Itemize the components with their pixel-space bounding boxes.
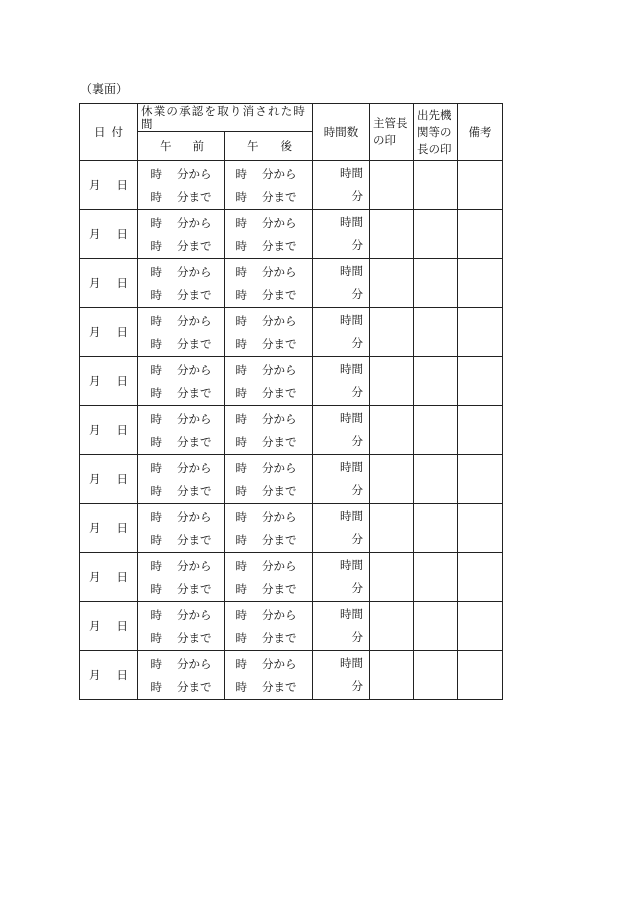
hours-cell[interactable]: 時間 分 [313,308,370,357]
supervisor-seal-cell[interactable] [370,602,414,651]
destination-seal-cell[interactable] [414,553,458,602]
date-cell[interactable]: 月 日 [80,504,138,553]
cancellation-form-table [79,103,503,700]
supervisor-seal-cell[interactable] [370,210,414,259]
hours-cell[interactable]: 時間 分 [313,553,370,602]
pm-time-cell[interactable]: 時 分から 時 分まで [225,553,313,602]
date-cell[interactable]: 月 日 [80,210,138,259]
am-time-cell[interactable]: 時 分から 時 分まで [138,308,225,357]
date-cell[interactable]: 月 日 [80,651,138,700]
supervisor-seal-cell[interactable] [370,357,414,406]
hours-cell[interactable]: 時間 分 [313,455,370,504]
hours-cell[interactable]: 時間 分 [313,651,370,700]
date-cell[interactable]: 月 日 [80,161,138,210]
pm-time-cell[interactable]: 時 分から 時 分まで [225,651,313,700]
header-date: 日 付 [80,104,138,161]
am-time-cell[interactable]: 時 分から 時 分まで [138,210,225,259]
table-row [80,406,503,455]
remarks-cell[interactable] [458,259,503,308]
am-time-cell[interactable]: 時 分から 時 分まで [138,651,225,700]
supervisor-seal-cell[interactable] [370,161,414,210]
am-time-cell[interactable]: 時 分から 時 分まで [138,357,225,406]
pm-time-cell[interactable]: 時 分から 時 分まで [225,406,313,455]
pm-time-cell[interactable]: 時 分から 時 分まで [225,504,313,553]
remarks-cell[interactable] [458,553,503,602]
table-row [80,455,503,504]
table-row [80,259,503,308]
table-row [80,161,503,210]
date-cell[interactable]: 月 日 [80,455,138,504]
pm-time-cell[interactable]: 時 分から 時 分まで [225,308,313,357]
remarks-cell[interactable] [458,308,503,357]
table-row [80,602,503,651]
pm-time-cell[interactable]: 時 分から 時 分まで [225,210,313,259]
destination-seal-cell[interactable] [414,455,458,504]
pm-time-cell[interactable]: 時 分から 時 分まで [225,602,313,651]
destination-seal-cell[interactable] [414,210,458,259]
destination-seal-cell[interactable] [414,602,458,651]
hours-cell[interactable]: 時間 分 [313,259,370,308]
table-row [80,651,503,700]
date-cell[interactable]: 月 日 [80,553,138,602]
destination-seal-cell[interactable] [414,406,458,455]
pm-time-cell[interactable]: 時 分から 時 分まで [225,161,313,210]
header-hours: 時間数 [313,104,370,161]
remarks-cell[interactable] [458,406,503,455]
page-side-label: （裏面） [80,82,129,96]
destination-seal-cell[interactable] [414,259,458,308]
supervisor-seal-cell[interactable] [370,651,414,700]
table-row [80,357,503,406]
header-cancelled-time: 休業の承認を取り消された時間 [138,104,313,132]
supervisor-seal-cell[interactable] [370,259,414,308]
am-time-cell[interactable]: 時 分から 時 分まで [138,406,225,455]
header-pm: 午 後 [225,132,313,161]
header-destination-seal: 出先機関等の長の印 [414,104,458,161]
am-time-cell[interactable]: 時 分から 時 分まで [138,602,225,651]
hours-cell[interactable]: 時間 分 [313,406,370,455]
am-time-cell[interactable]: 時 分から 時 分まで [138,161,225,210]
hours-cell[interactable]: 時間 分 [313,602,370,651]
table-row [80,210,503,259]
remarks-cell[interactable] [458,455,503,504]
hours-cell[interactable]: 時間 分 [313,357,370,406]
date-cell[interactable]: 月 日 [80,602,138,651]
remarks-cell[interactable] [458,357,503,406]
remarks-cell[interactable] [458,602,503,651]
destination-seal-cell[interactable] [414,357,458,406]
supervisor-seal-cell[interactable] [370,455,414,504]
pm-time-cell[interactable]: 時 分から 時 分まで [225,455,313,504]
am-time-cell[interactable]: 時 分から 時 分まで [138,259,225,308]
am-time-cell[interactable]: 時 分から 時 分まで [138,504,225,553]
hours-cell[interactable]: 時間 分 [313,210,370,259]
pm-time-cell[interactable]: 時 分から 時 分まで [225,259,313,308]
destination-seal-cell[interactable] [414,161,458,210]
hours-cell[interactable]: 時間 分 [313,504,370,553]
remarks-cell[interactable] [458,161,503,210]
destination-seal-cell[interactable] [414,504,458,553]
supervisor-seal-cell[interactable] [370,553,414,602]
supervisor-seal-cell[interactable] [370,504,414,553]
date-cell[interactable]: 月 日 [80,308,138,357]
date-cell[interactable]: 月 日 [80,406,138,455]
table-row [80,553,503,602]
date-cell[interactable]: 月 日 [80,357,138,406]
remarks-cell[interactable] [458,210,503,259]
header-am: 午 前 [138,132,225,161]
pm-time-cell[interactable]: 時 分から 時 分まで [225,357,313,406]
supervisor-seal-cell[interactable] [370,308,414,357]
remarks-cell[interactable] [458,504,503,553]
am-time-cell[interactable]: 時 分から 時 分まで [138,455,225,504]
am-time-cell[interactable]: 時 分から 時 分まで [138,553,225,602]
remarks-cell[interactable] [458,651,503,700]
table-row [80,504,503,553]
hours-cell[interactable]: 時間 分 [313,161,370,210]
header-supervisor-seal: 主管長の印 [370,104,414,161]
destination-seal-cell[interactable] [414,651,458,700]
supervisor-seal-cell[interactable] [370,406,414,455]
destination-seal-cell[interactable] [414,308,458,357]
table-row [80,308,503,357]
date-cell[interactable]: 月 日 [80,259,138,308]
header-remarks: 備考 [458,104,503,161]
